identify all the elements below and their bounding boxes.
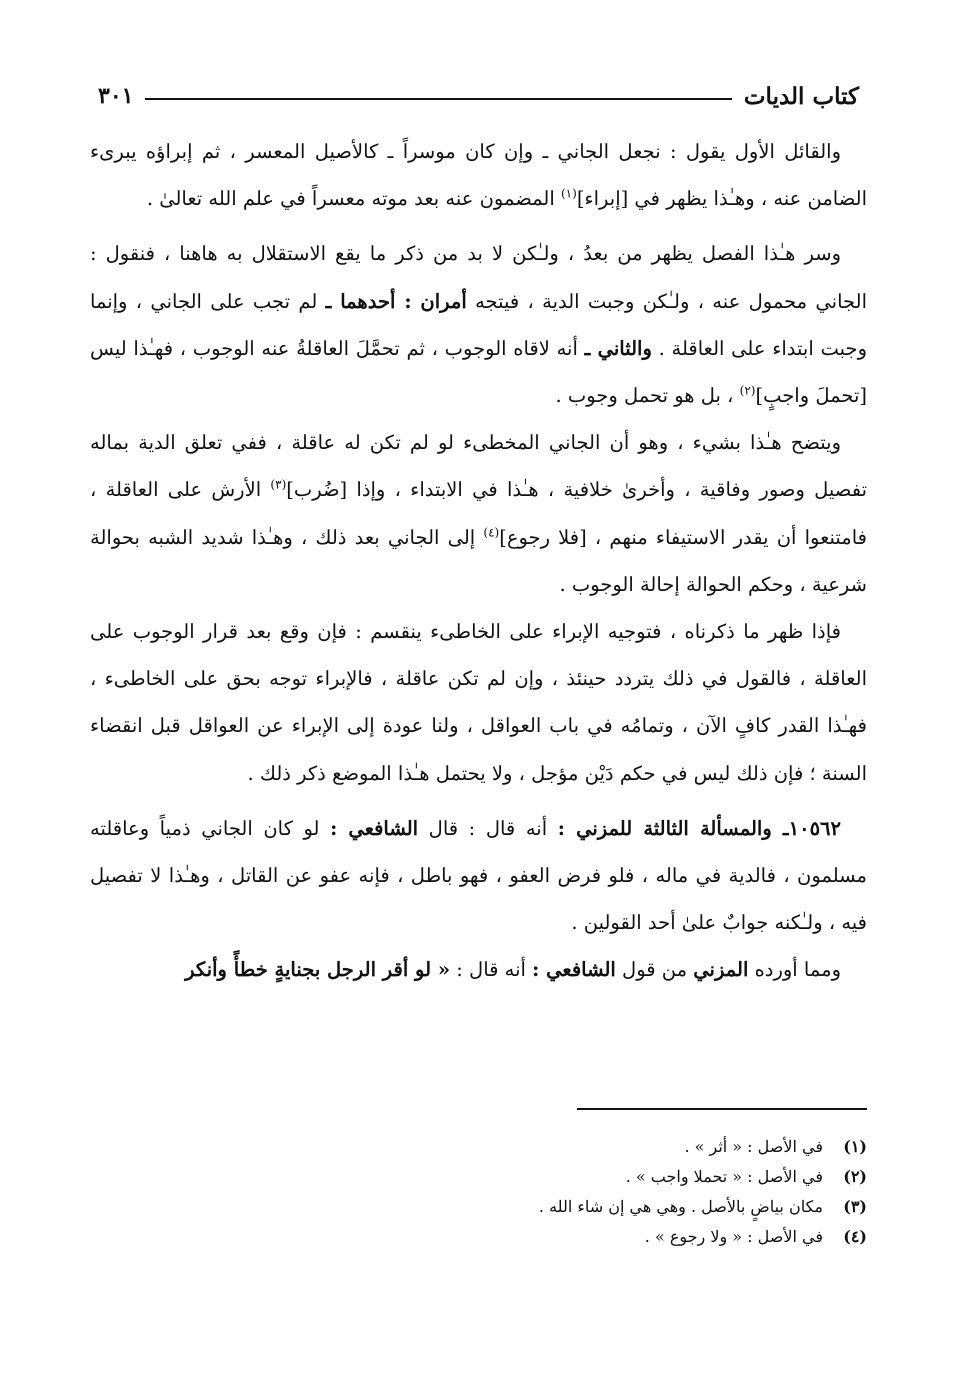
header-rule (145, 98, 731, 100)
footnote-divider (577, 1108, 867, 1110)
footnote-text: في الأصل : « ولا رجوع » . (644, 1227, 823, 1246)
paragraph-6 (90, 946, 867, 993)
footnote-2 (267, 1162, 867, 1192)
text-run: لم تجب على الجاني ، وإنما وجبت ابتداء على العاقلة . (90, 289, 867, 360)
footnote-1 (267, 1132, 867, 1162)
footnote-number: (٤) (843, 1227, 867, 1246)
footnote-number: (١) (843, 1137, 867, 1156)
footnote-4 (267, 1222, 867, 1252)
footnote-ref: (٢) (739, 383, 756, 398)
page-number: ٣٠١ (98, 83, 134, 109)
footnote-ref: (٣) (270, 477, 287, 492)
bold-run: الشافعي : (330, 816, 419, 840)
text-run: ومما أورده (748, 958, 841, 982)
text-run: ويتضح هـٰذا بشيء ، وهو أن الجاني المخطىء لو لم تكن له عاقلة ، ففي تعلق الدية بماله تفصيل وصور وفاقية ، وأخرىٰ خلافية ، هـٰذا في الابتداء ، وإذا [ضُرب] (90, 431, 867, 502)
footnote-ref: (٤) (483, 525, 500, 540)
text-run: ، بل هو تحمل وجوب . (555, 384, 740, 408)
paragraph-2 (90, 230, 867, 419)
text-run: الأرش على العاقلة ، فامتنعوا أن يقدر الاستيفاء منهم ، [فلا رجوع] (90, 478, 867, 549)
paragraph-3 (90, 419, 867, 608)
text-run: أنه قال : قال (418, 816, 558, 840)
running-title: كتاب الديات (743, 82, 859, 110)
footnote-number: (٢) (843, 1167, 867, 1186)
main-text (90, 128, 867, 994)
footnote-ref: (١) (560, 186, 577, 201)
footnotes (267, 1132, 867, 1252)
text-run: إلى الجاني بعد ذلك ، وهـٰذا شديد الشبه بحوالة شرعية ، وحكم الحوالة إحالة الوجوب . (90, 525, 867, 596)
footnote-3 (267, 1192, 867, 1222)
text-run: من قول (615, 958, 694, 982)
footnote-number: (٣) (843, 1197, 867, 1216)
bold-run: « لو أقر الرجل بجنايةٍ خطأً وأنكر (185, 958, 451, 982)
paragraph-5 (90, 805, 867, 947)
page-header (98, 78, 859, 114)
bold-run: والثاني ـ (584, 336, 652, 360)
text-run: لو كان الجاني ذمياً وعاقلته مسلمون ، فالدية في ماله ، فلو فرض العفو ، فهو باطل ، فإنه عفو عن القاتل ، وهـٰذا لا تفصيل فيه ، ولـٰكنه جوابٌ علىٰ أحد القولين . (90, 816, 867, 935)
footnote-text: في الأصل : « أثر » . (684, 1137, 823, 1156)
paragraph-1 (90, 128, 867, 222)
footnote-text: في الأصل : « تحملا واجب » . (625, 1167, 823, 1186)
footnote-text: مكان بياضٍ بالأصل . وهي هي إن شاء الله . (538, 1197, 823, 1216)
paragraph-4: فإذا ظهر ما ذكرناه ، فتوجيه الإبراء على الخاطىء ينقسم : فإن وقع بعد قرار الوجوب على العاقلة ، فالقول في ذلك يتردد حينئذ ، وإن لم تكن عاقلة ، فالإبراء توجه بحق على الخاطىء ، فهـٰذا القدر كافٍ الآن ، وتمامُه في باب العواقل ، ولنا عودة إلى الإبراء عن العواقل قبل انقضاء السنة ؛ فإن ذلك ليس في حكم دَيْن مؤجل ، ولا يحتمل هـٰذا الموضع ذكر ذلك . (90, 620, 867, 785)
text-run: أنه لاقاه الوجوب ، ثم تحمَّلَ العاقلةُ عنه الوجوب ، فهـٰذا ليس [تحملَ واجبٍ] (90, 336, 867, 408)
bold-run: الشافعي : (532, 958, 616, 982)
bold-run: أمران : أحدهما ـ (325, 289, 467, 313)
text-run: وسر هـٰذا الفصل يظهر من بعدُ ، ولـٰكن لا بد من ذكر ما يقع الاستقلال به هاهنا ، فنقول : الجاني محمول عنه ، ولـٰكن وجبت الدية ، فيتجه (90, 242, 868, 313)
text-run: أنه قال : (450, 958, 533, 982)
text-run: المضمون عنه بعد موته معسراً في علم الله تعالىٰ . (146, 187, 561, 211)
bold-run: المزني (693, 958, 749, 982)
bold-run: ١٠٥٦٢ـ والمسألة الثالثة للمزني : (557, 816, 841, 840)
text-run: والقائل الأول يقول : نجعل الجاني ـ وإن كان موسراً ـ كالأصيل المعسر ، ثم إبراؤه يبرىء الضامن عنه ، وهـٰذا يظهر في [إبراء] (90, 140, 867, 211)
